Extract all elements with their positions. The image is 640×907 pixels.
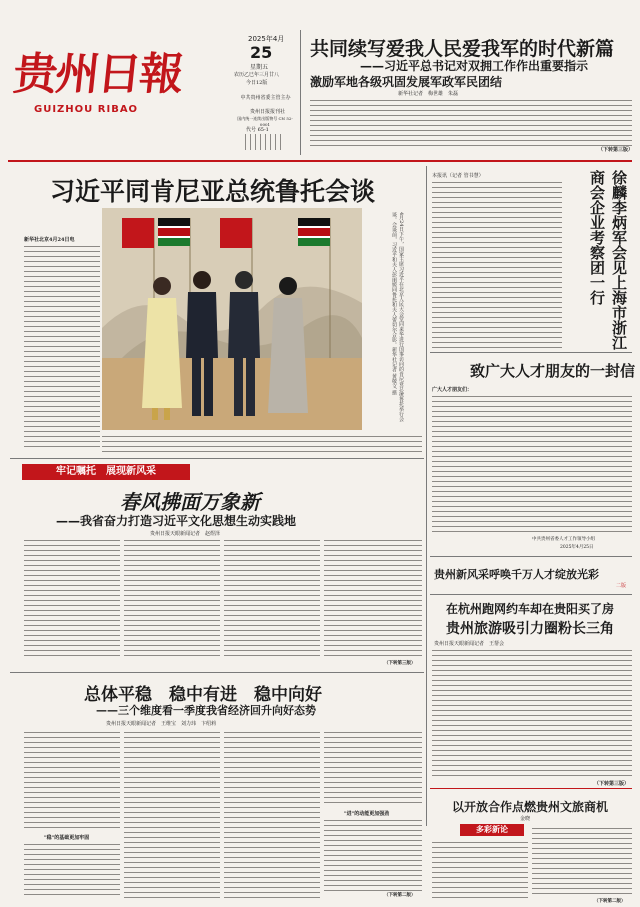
letter-text <box>432 394 632 534</box>
barcode <box>243 134 285 150</box>
economy-text-1 <box>24 730 120 830</box>
newspaper-logo: 贵州日報 <box>10 49 185 100</box>
hangzhou-ref: （下转第三版） <box>594 781 630 787</box>
masthead <box>0 0 640 160</box>
top-headline-title: 共同续写爱我人民爱我军的时代新篇 <box>310 38 615 60</box>
spring-text-1 <box>24 538 120 660</box>
photo-caption: 4月24日下午，国家主席习近平在北京人民大会堂同来华进行国事访问的肯尼亚总统鲁托举行会谈。会谈前，习近平和夫人彭丽媛同鲁托和夫人蕾切尔合影。新华社记者 黄敬文 摄 <box>391 212 404 422</box>
economy-subhead-1: "稳"的基础更加牢固 <box>44 835 90 841</box>
hangzhou-text <box>432 648 632 780</box>
top-headline-byline: 新华社记者 梅世雄 朱磊 <box>398 91 459 97</box>
spring-ref: （下转第三版） <box>384 661 416 666</box>
post-code: 代号 65-1 <box>246 127 269 133</box>
right-vertical-title: 徐麟李炳军会见上海市浙江商会企业考察团一行 <box>588 170 628 350</box>
main-story-text-right <box>336 434 422 452</box>
issue-label: 今日12版 <box>246 80 268 86</box>
weekday: 星期五 <box>250 64 269 71</box>
main-story-text-col1 <box>24 244 100 449</box>
right-byline: 本报讯（记者 管书慧） <box>432 173 484 179</box>
date-year-month: 2025年4月 <box>248 35 285 43</box>
economy-text-2 <box>124 730 220 898</box>
economy-text-1b <box>24 842 120 898</box>
new-wave-title: 贵州新风采呼唤千万人才绽放光彩 <box>434 568 599 581</box>
hangzhou-byline: 贵州日报天眼新闻记者 王帮会 <box>434 641 505 647</box>
spring-byline: 贵州日报天眼新闻记者 赵煜泽 <box>150 531 221 537</box>
top-headline-text <box>310 98 632 146</box>
economy-ref: （下转第二版） <box>384 893 416 898</box>
commentary-ref: （下转第二版） <box>594 899 626 904</box>
top-headline-subtitle2: 激励军地各级巩固发展军政军民团结 <box>310 75 503 89</box>
letter-signature: 中共贵州省委人才工作领导小组 <box>532 537 595 542</box>
spring-subtitle: ——我省奋力打造习近平文化思想生动实践地 <box>56 514 297 528</box>
lunar-date: 农历乙巳年三月廿八 <box>234 72 280 78</box>
economy-subhead-2: "进"的动能更加强劲 <box>344 811 390 817</box>
photo-scene <box>102 208 362 430</box>
logo-pinyin: GUIZHOU RIBAO <box>34 104 139 115</box>
letter-date: 2025年4月25日 <box>560 545 594 550</box>
letter-title: 致广大人才朋友的一封信 <box>470 362 636 380</box>
commentary-text-left <box>432 840 528 898</box>
hangzhou-title-1: 在杭州跑网约车却在贵阳买了房 <box>446 602 615 616</box>
date-day: 25 <box>250 43 273 62</box>
commentary-byline: 金晓 <box>520 816 531 822</box>
commentary-text-right <box>532 826 632 898</box>
spring-title: 春风拂面万象新 <box>120 490 260 514</box>
spring-text-4 <box>324 538 422 660</box>
economy-text-4b <box>324 818 422 892</box>
letter-greeting: 广大人才朋友们： <box>432 387 473 393</box>
economy-text-3 <box>224 730 320 898</box>
economy-byline: 贵州日报天眼新闻记者 王维宝 刘力玮 卞绍莉 <box>106 721 217 727</box>
spring-text-2 <box>124 538 220 660</box>
section-tag: 牢记嘱托 展现新风采 <box>22 464 190 480</box>
commentary-tag: 多彩新论 <box>460 824 524 836</box>
main-story-dateline: 新华社北京4月24日电 <box>24 237 75 243</box>
cn-number: 国内统一连续出版物号 CN 52-0001 <box>237 116 293 127</box>
economy-title: 总体平稳 稳中有进 稳中向好 <box>84 685 322 705</box>
economy-subtitle: ——三个维度看一季度我省经济回升向好态势 <box>96 704 316 717</box>
main-story-title: 习近平同肯尼亚总统鲁托会谈 <box>50 177 376 206</box>
main-story-photo <box>102 208 362 430</box>
new-wave-ref: 二版 <box>616 583 627 589</box>
sponsor: 中共贵州省委主管主办 <box>240 95 291 101</box>
economy-text-4 <box>324 730 422 806</box>
spring-text-3 <box>224 538 320 660</box>
person-1 <box>142 277 182 420</box>
publisher: 贵州日报报刊社 <box>249 109 285 115</box>
right-text <box>432 180 562 350</box>
top-headline-subtitle: ——习近平总书记对双拥工作作出重要指示 <box>360 59 589 73</box>
hangzhou-title-2: 贵州旅游吸引力圈粉长三角 <box>446 621 614 637</box>
commentary-title: 以开放合作点燃贵州文旅商机 <box>452 800 609 814</box>
top-headline-ref: （下转第三版） <box>598 147 634 153</box>
